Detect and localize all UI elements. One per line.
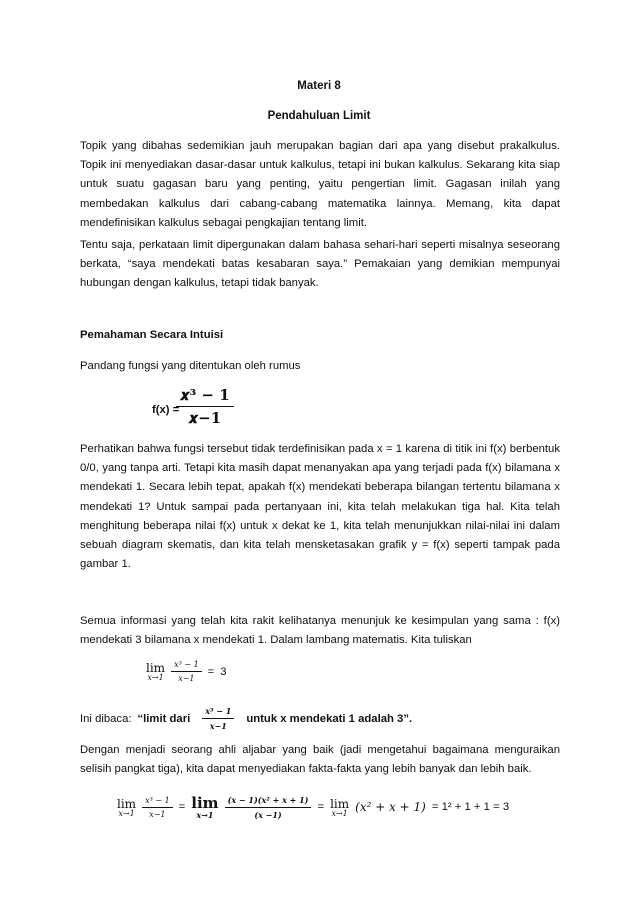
materi-label: Materi 8 [297,80,341,92]
read-quote-start: “limit dari [137,712,191,725]
equals-sign-2: = [317,801,325,813]
equals-sign: = [207,665,215,678]
limit2-frac1-numerator: x³ − 1 [142,796,173,808]
limit2-fraction-2 [225,795,312,820]
lim-operator-a [117,797,136,818]
read-quote-end: untuk x mendekati 1 adalah 3”. [246,712,413,725]
lim-operator-b [191,794,218,820]
paragraph-4: Semua informasi yang telah kita rakit kelihatanya menunjuk ke kesimpulan yang sama : f(x) mendekati 3 bilamana x mendekati 1. Dalam lambang matematis. Kita tuliskan [80,615,560,647]
fx-label: f(x) = [152,404,180,416]
page-title: Pendahuluan Limit [267,110,371,122]
lim-operator [146,661,165,682]
limit1-numerator: x³ − 1 [171,660,202,672]
limit2-fraction-1 [142,796,173,819]
equals-sign-1: = [178,801,186,813]
lim-word-c: lim [330,796,350,811]
limit2-frac2-numerator: (x − 1)(x² + x + 1) [225,795,312,808]
lim-word: lim [146,661,166,675]
limit1-fraction [171,660,202,683]
read-denominator: x−1 [209,721,227,731]
limit2-result: = 1² + 1 + 1 = 3 [431,801,510,813]
lim-operator-c [330,797,349,818]
limit1-denominator: x−1 [178,674,195,683]
limit1-result: 3 [220,665,227,678]
fx-denominator: 𝒙−𝟏 [188,409,222,427]
limit2-frac2-denominator: (x −1) [254,809,282,820]
read-prefix: Ini dibaca: [80,712,132,725]
limit-expression-2 [117,794,509,820]
read-line [80,706,412,731]
lim-word-a: lim [117,796,137,811]
paragraph-5: Dengan menjadi seorang ahli aljabar yang baik (jadi mengetahui bagaimana menguraikan selisih pangkat tiga), kita dapat menyediakan fakta-fakta yang lebih banyak dan lebih baik. [80,744,560,776]
limit-expression-1 [146,660,227,683]
read-fraction [202,706,234,731]
lim-subscript-c: x→1 [331,808,348,818]
section-intro: Pandang fungsi yang ditentukan oleh rumus [80,360,301,372]
section-heading: Pemahaman Secara Intuisi [80,329,224,341]
limit2-frac1-denominator: x−1 [149,809,166,819]
lim-subscript-a: x→1 [118,808,135,818]
lim-subscript: x→1 [147,673,164,682]
paragraph-3: Perhatikan bahwa fungsi tersebut tidak terdefinisikan pada x = 1 karena di titik ini f(x) berbentuk 0/0, yang tanpa arti. Tetapi kita masih dapat menanyakan apa yang terjadi pada f(x) bilamana x mendekati 1. Secara lebih tepat, apakah f(x) mendekati beberapa bilangan tertentu bilamana x mendekati 1? Untuk sampai pada pertanyaan ini, kita telah melakukan tiga hal. Kita telah menghitung beberapa nilai f(x) untuk x dekat ke 1, kita telah menunjukkan nilai-nilai ini dalam sebuah diagram skematis, dan kita telah mensketasakan grafik y = f(x) seperti tampak pada gambar 1. [80,443,560,571]
lim-word-b: lim [191,794,219,812]
fx-numerator: 𝒙³ − 𝟏 [176,386,234,407]
paragraph-2: Tentu saja, perkataan limit dipergunakan dalam bahasa sehari-hari seperti misalnya seseorang berkata, “saya mendekati batas kesabaran saya.” Pemakaian yang demikian mempunyai hubungan dengan kalkulus, tetapi tidak banyak. [80,239,560,290]
limit2-expression: (x² + x + 1) [355,800,426,814]
lim-subscript-b: x→1 [196,810,214,820]
fx-fraction [176,386,234,427]
read-numerator: x³ − 1 [202,706,234,719]
paragraph-1: Topik yang dibahas sedemikian jauh merupakan bagian dari apa yang disebut prakalkulus. Topik ini menyediakan dasar-dasar untuk kalkulus, tetapi ini bukan kalkulus. Sekarang kita siap untuk suatu gagasan baru yang penting, yaitu pengertian limit. Gagasan inilah yang membedakan kalkulus dari cabang-cabang matematika lainnya. Memang, kita dapat mendefinisikan kalkulus sebagai pengkajian tentang limit. [80,140,560,229]
